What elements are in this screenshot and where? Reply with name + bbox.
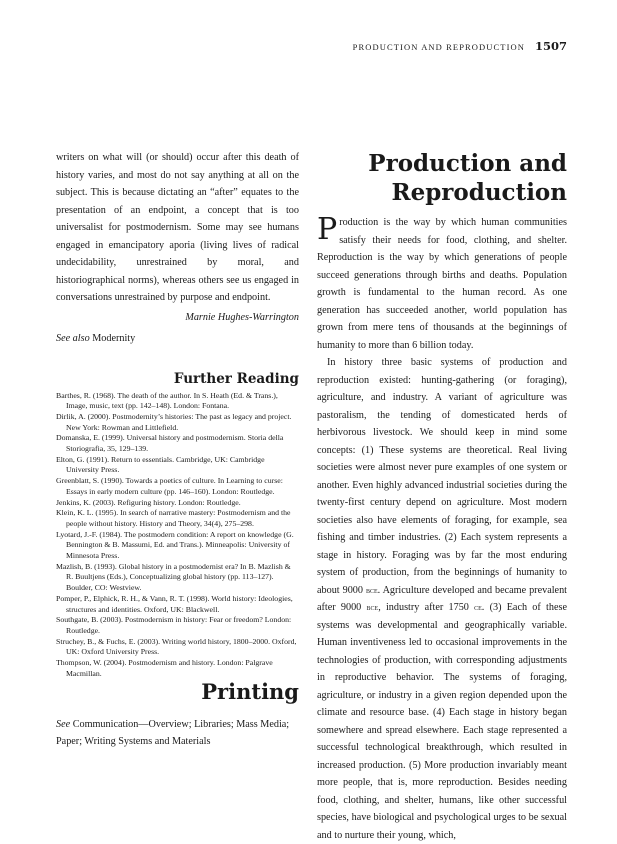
- intro-text: roduction is the way by which human communities satisfy their needs for food, clothing, and shelter. Reproduction is the way by which generations of people succeed generations through births and deaths. Population growth is fundamental to the human record. As one generation has succeeded another, world population has grown from mere tens of thousands at the beginnings of humanity to more than 6 billion today.: [317, 217, 567, 351]
- reference-item: Barthes, R. (1968). The death of the author. In S. Heath (Ed. & Trans.), Image, music, text (pp. 142–148). London: Fontana.: [56, 390, 278, 411]
- reference-item: Elton, G. (1991). Return to essentials. Cambridge, UK: Cambridge University Press.: [56, 454, 265, 475]
- systems-text-b: . Agriculture developed and became prevalent after 9000: [317, 584, 567, 613]
- see-also-link[interactable]: Modernity: [89, 332, 136, 344]
- right-column: [317, 149, 567, 844]
- systems-text-a: In history three basic systems of production and reproduction existed: hunting-gathering (or foraging), agriculture, and industry. A variant of agriculture was pastoralism, the tending of domesticated herds of herbivorous livestock. We should keep in mind some concepts: (1) These systems are theoretical. Real living societies were almost never pure examples of one system or another. Even highly advanced industrial societies during the twenty-first century depend on agriculture. Most modern societies also have elements of foraging, for example, sea fishing and timber industries. (2) Each system represents a stage in history. Foraging was by far the most enduring system of production, from the beginnings of humanity to about 9000: [317, 357, 567, 596]
- reference-item: Greenblatt, S. (1990). Towards a poetics of culture. In Learning to curse: Essays in early modern culture (pp. 146–160). London: Routledge.: [56, 476, 283, 496]
- systems-text-d: . (3) Each of these systems was developmental and geographically variable. Human inventiveness led to occasional improvements in the technologies of production, with corresponding adjustments in reproductive behavior. The systems of foraging, agriculture, or industry in a given region depended upon the climate and resource base. (4) Each stage in history began somewhere and spread elsewhere. Each stage represented a successful technological breakthrough, which resulted in increased production. (5) More production invariably meant more people, that is, more reproduction. Besides needing food, clothing, and shelter, humans, like other successful species, have biological and psychological urges to be sexual and to nurture their young, which,: [317, 602, 567, 841]
- article-title: [317, 149, 567, 207]
- printing-title: Printing: [201, 679, 299, 704]
- reference-item: Lyotard, J.-F. (1984). The postmodern condition: A report on knowledge (G. Bennington & B. Massumi, Ed. and Trans.). Minneapolis: University of Minnesota Press.: [56, 529, 294, 561]
- printing-entry: [56, 677, 299, 750]
- reference-item: Southgate, B. (2003). Postmodernism in history: Fear or freedom? London: Routledge.: [56, 615, 292, 635]
- reference-item: Struchey, B., & Fuchs, E. (2003). Writing world history, 1800–2000. Oxford, UK: Oxford University Press.: [56, 636, 297, 657]
- reference-item: Mazlish, B. (1993). Global history in a postmodernist era? In B. Mazlish & R. Buultjens (Eds.), Conceptualizing global history (pp. 113–127). Boulder, CO: Westview.: [56, 561, 291, 593]
- drop-cap: P: [317, 212, 338, 247]
- see-also: [56, 330, 299, 347]
- further-reading-heading: Further Reading: [173, 370, 299, 387]
- systems-paragraph: [317, 354, 567, 844]
- systems-text-c: , industry after 1750: [378, 602, 475, 613]
- article-title-line1: Production and: [368, 150, 567, 177]
- printing-see-label: See: [56, 719, 71, 730]
- article-author: Marnie Hughes-Warrington: [185, 311, 299, 323]
- see-also-label: See also: [56, 332, 90, 344]
- article-title-line2: Reproduction: [391, 179, 567, 206]
- continued-paragraph: writers on what will (or should) occur after this death of history varies, and most do not say anything at all on the subject. This is because dictating an “after” equates to the presentation of an endpoint, a concept that is too universalist for postmodernism. Some may see humans engaged in emancipatory aporia (living lives of radical undecidability, unrestrained by moral, and historiographical norms), whereas others see us engaged in conversations unrestrained by purpose and endpoint.: [56, 152, 299, 303]
- printing-see-also: [56, 716, 299, 750]
- left-column: [56, 149, 299, 679]
- reference-item: Pomper, P., Elphick, R. H., & Vann, R. T. (1998). World history: Ideologies, structures and identities. Oxford, UK: Blackwell.: [56, 593, 293, 614]
- era-label: bce: [365, 584, 378, 595]
- reference-item: Klein, K. L. (1995). In search of narrative mastery: Postmodernism and the people without history. History and Theory, 34(4), 275–298.: [56, 508, 291, 528]
- running-head: [353, 37, 567, 55]
- page-number: 1507: [534, 39, 567, 53]
- reference-list: [56, 391, 299, 680]
- era-label: bce: [366, 602, 379, 612]
- reference-item: Domanska, E. (1999). Universal history and postmodernism. Storia della Storiografia, 35, 129–139.: [56, 433, 284, 454]
- era-label: ce: [474, 602, 482, 612]
- reference-item: Dirlik, A. (2000). Postmodernity’s histories: The past as legacy and project. New York: Rowman and Littlefield.: [56, 411, 292, 432]
- reference-item: Jenkins, K. (2003). Refiguring history. London: Routledge.: [56, 497, 241, 507]
- intro-paragraph: [317, 214, 567, 354]
- reference-item: Thompson, W. (2004). Postmodernism and history. London: Palgrave Macmillan.: [56, 658, 273, 678]
- printing-see-links[interactable]: Communication—Overview; Libraries; Mass Media; Paper; Writing Systems and Materials: [56, 719, 290, 747]
- running-head-title: PRODUCTION AND REPRODUCTION: [352, 42, 525, 52]
